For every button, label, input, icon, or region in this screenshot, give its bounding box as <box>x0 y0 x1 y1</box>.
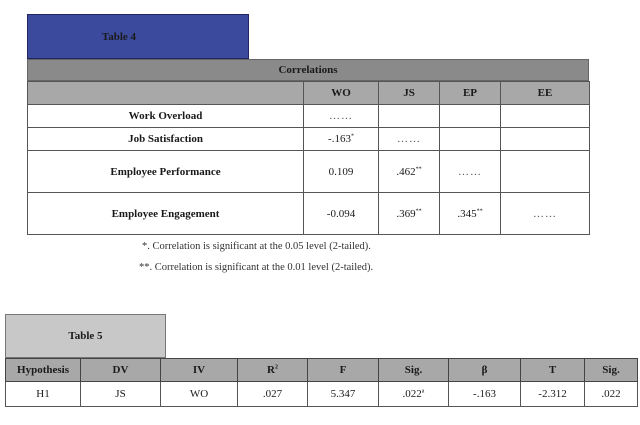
cell: JS <box>81 382 161 407</box>
regression-table <box>5 358 638 407</box>
table-row <box>28 128 590 151</box>
header-iv: IV <box>161 359 238 382</box>
header-js: JS <box>379 82 440 105</box>
table4-caption: Table 4 <box>27 14 249 59</box>
footnote-05: *. Correlation is significant at the 0.05 level (2-tailed). <box>142 241 371 252</box>
correlation-table <box>27 81 590 235</box>
cell: …… <box>501 193 590 235</box>
header-blank <box>28 82 304 105</box>
row-label: Employee Performance <box>28 151 304 193</box>
cell <box>440 128 501 151</box>
header-hypothesis: Hypothesis <box>6 359 81 382</box>
cell: .022$^a$ <box>379 382 449 407</box>
row-label: Employee Engagement <box>28 193 304 235</box>
header-f: F <box>308 359 379 382</box>
table-row <box>6 382 638 407</box>
cell <box>501 151 590 193</box>
header-ep: EP <box>440 82 501 105</box>
regression-header-row <box>6 359 638 382</box>
cell: -.163 <box>449 382 521 407</box>
cell: 0.109 <box>304 151 379 193</box>
header-sig-2: Sig. <box>585 359 638 382</box>
cell: .345** <box>440 193 501 235</box>
table-row <box>28 105 590 128</box>
header-r2: $R^2$ <box>238 359 308 382</box>
table5-caption: Table 5 <box>5 314 166 358</box>
header-wo: WO <box>304 82 379 105</box>
cell: -.163* <box>304 128 379 151</box>
row-label: Work Overload <box>28 105 304 128</box>
cell: H1 <box>6 382 81 407</box>
cell: -0.094 <box>304 193 379 235</box>
cell <box>501 105 590 128</box>
table-row <box>28 193 590 235</box>
row-label: Job Satisfaction <box>28 128 304 151</box>
cell: .462** <box>379 151 440 193</box>
header-dv: DV <box>81 359 161 382</box>
cell: …… <box>440 151 501 193</box>
header-sig: Sig. <box>379 359 449 382</box>
header-t: T <box>521 359 585 382</box>
cell: .022 <box>585 382 638 407</box>
cell: .369** <box>379 193 440 235</box>
footnote-01: **. Correlation is significant at the 0.01 level (2-tailed). <box>139 262 374 273</box>
cell: 5.347 <box>308 382 379 407</box>
cell: .027 <box>238 382 308 407</box>
cell <box>501 128 590 151</box>
header-ee: EE <box>501 82 590 105</box>
cell: -2.312 <box>521 382 585 407</box>
cell: WO <box>161 382 238 407</box>
cell <box>379 105 440 128</box>
header-beta: β <box>449 359 521 382</box>
correlations-title: Correlations <box>27 59 589 81</box>
table-row <box>28 151 590 193</box>
cell: …… <box>379 128 440 151</box>
correlation-header-row <box>28 82 590 105</box>
cell <box>440 105 501 128</box>
cell: …… <box>304 105 379 128</box>
